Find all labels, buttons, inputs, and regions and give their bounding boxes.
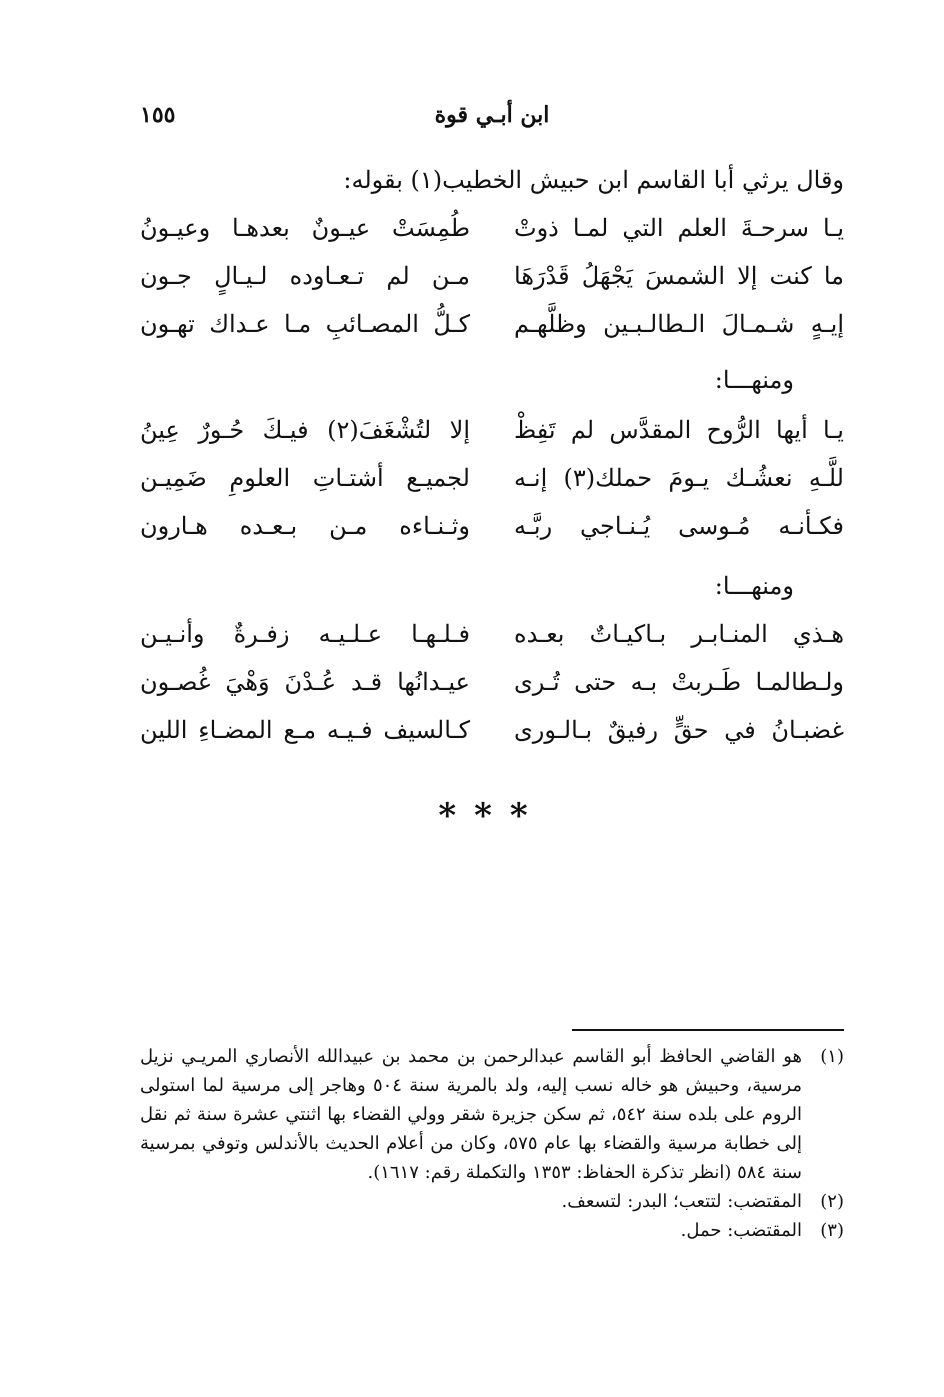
hemistich-left: وثـنـاءه مـن بـعـده هـارون xyxy=(140,512,470,540)
section-label: ومنهـــا: xyxy=(714,366,794,394)
hemistich-right: هـذي المنـابـر بـاكيـاتٌ بعـده xyxy=(514,620,844,648)
verse-row xyxy=(140,464,844,510)
footnote-text: المقتضب: حمل. xyxy=(680,1220,802,1241)
hemistich-right: فكـأنـه مُـوسى يُـنـاجي ربَّـه xyxy=(514,512,844,540)
hemistich-right: غضبـانُ في حقٍّ رفيقٌ بـالـورى xyxy=(514,716,844,744)
hemistich-left: كـلُّ المصـائبِ مـا عـداك تهـون xyxy=(140,310,470,338)
hemistich-right: يـا سرحـةَ العلم التي لمـا ذوتْ xyxy=(514,214,844,242)
footnote xyxy=(140,1187,844,1216)
hemistich-right: ما كنت إلا الشمسَ يَجْهَلُ قَدْرَهَا xyxy=(514,262,844,290)
verse-row xyxy=(140,416,844,462)
verse-row xyxy=(140,716,844,762)
footnote-rule xyxy=(572,1029,844,1031)
hemistich-right: إيـهٍ شـمـالَ الـطالـبـين وظلَّهـم xyxy=(514,310,844,338)
section-label: ومنهـــا: xyxy=(714,572,794,600)
hemistich-right: ولـطالمـا طَـربتْ بـه حتى تُـرى xyxy=(514,668,844,696)
section-separator: *** xyxy=(438,796,546,836)
hemistich-right: يـا أيها الرُّوح المقدَّس لم تَفِظْ xyxy=(514,416,844,444)
verse-row xyxy=(140,310,844,356)
footnote-number: (١) xyxy=(820,1046,844,1067)
footnotes xyxy=(140,1042,844,1245)
hemistich-left: إلا لتُشْغَفَ(٢) فيـكَ حُـورٌ عِينُ xyxy=(140,416,470,444)
footnote-number: (٣) xyxy=(820,1220,844,1241)
hemistich-left: طُمِسَتْ عيـونٌ بعدهـا وعيـونُ xyxy=(140,214,470,242)
hemistich-left: مـن لم تـعـاوده لـيـالٍ جـون xyxy=(140,262,470,290)
header-title: ابن أبـي قوة xyxy=(434,102,550,128)
poem-body xyxy=(140,0,844,860)
verse-row xyxy=(140,214,844,260)
verse-row xyxy=(140,620,844,666)
hemistich-left: لجميـع أشتـاتِ العلومِ ضَمِيـن xyxy=(140,464,470,492)
footnote-number: (٢) xyxy=(820,1191,844,1212)
page-number: ١٥٥ xyxy=(140,102,176,128)
intro-line: وقال يرثي أبا القاسم ابن حبيش الخطيب(١) بقوله: xyxy=(343,166,844,194)
footnote-text: هو القاضي الحافظ أبو القاسم عبدالرحمن بن محمد بن عبيدالله الأنصاري المريـي نزيل مرسية، وحبيش هو خاله نسب إليه، ولد بالمرية سنة ٥٠٤ وهاجر إلى مرسية لما استولى الروم على بلده سنة ٥٤٢، ثم سكن جزيرة شقر وولي القضاء بها اثنتي عشرة سنة ثم نقل إلى خطابة مرسية والقضاء بها عام ٥٧٥، وكان من أعلام الحديث بالأندلس وتوفي بمرسية سنة ٥٨٤ (انظر تذكرة الحفاظ: ١٣٥٣ والتكملة رقم: ١٦١٧). xyxy=(140,1046,802,1183)
hemistich-right: للَّـهِ نعشُـك يـومَ حملك(٣) إنـه xyxy=(514,464,844,492)
hemistich-left: كـالسيف فـيـه مـع المضـاءِ اللين xyxy=(140,716,470,744)
verse-row xyxy=(140,262,844,308)
verse-row xyxy=(140,668,844,714)
footnote-text: المقتضب: لتتعب؛ البدر: لتسعف. xyxy=(561,1191,802,1212)
verse-row xyxy=(140,512,844,558)
hemistich-left: فـلـهـا عـلـيـه زفـرةٌ وأنـيـن xyxy=(140,620,470,648)
footnote xyxy=(140,1042,844,1187)
footnote xyxy=(140,1216,844,1245)
hemistich-left: عيـدانُها قـد عُـدْنَ وَهْيَ غُصـون xyxy=(140,668,470,696)
